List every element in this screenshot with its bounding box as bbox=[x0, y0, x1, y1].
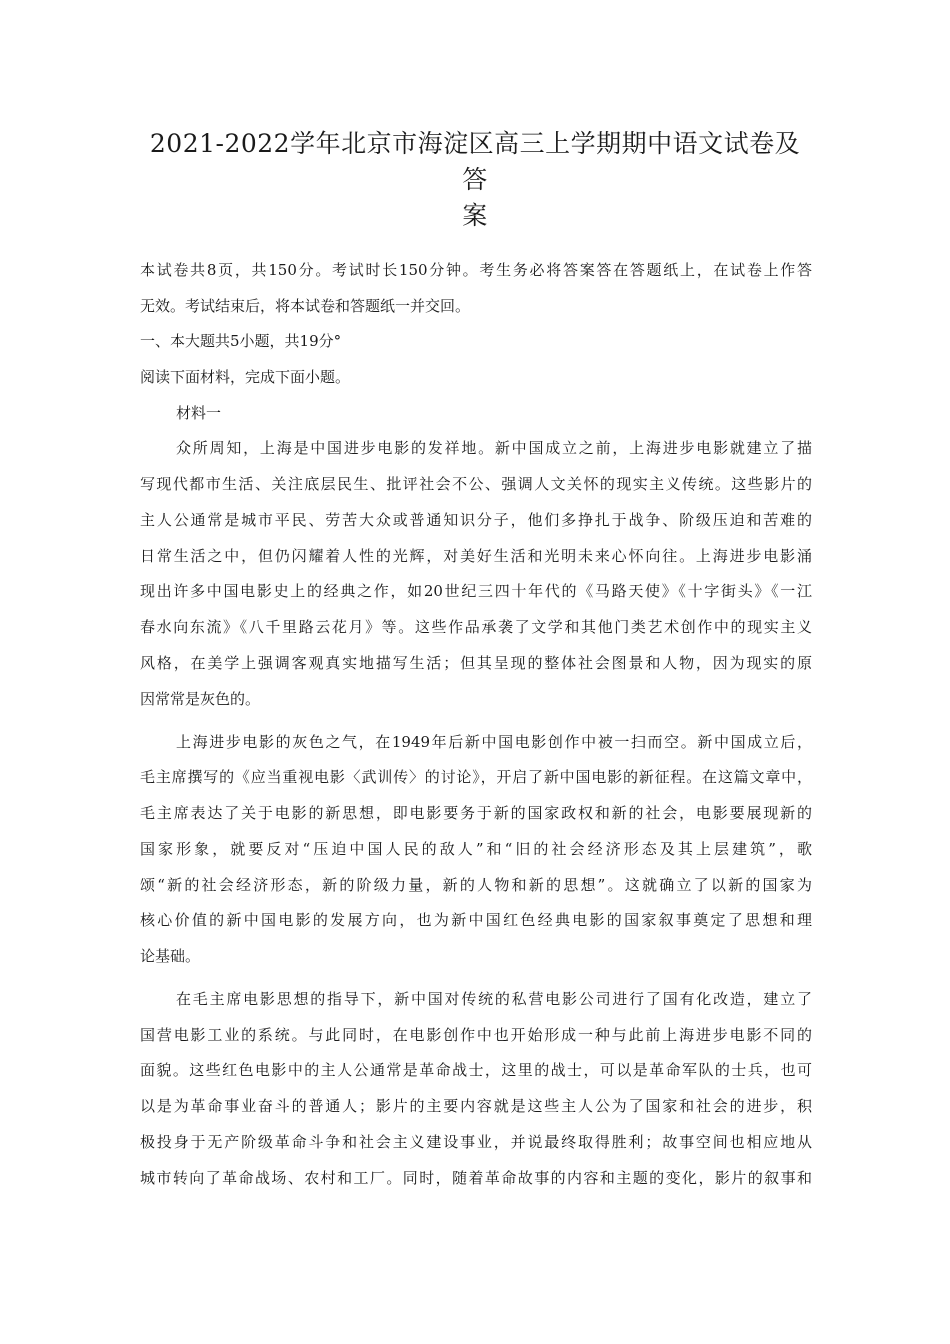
paragraph-line: 因常常是灰色的。 bbox=[140, 690, 261, 708]
paragraph-line: 城市转向了革命战场、农村和工厂。同时，随着革命故事的内容和主题的变化，影片的叙事和 bbox=[140, 1169, 812, 1187]
document-title-line-1: 2021-2022学年北京市海淀区高三上学期期中语文试卷及答 bbox=[149, 129, 801, 194]
instruction-line: 无效。考试结束后，将本试卷和答题纸一并交回。 bbox=[140, 297, 471, 315]
paragraph-line: 众所周知，上海是中国进步电影的发祥地。新中国成立之前，上海进步电影就建立了描 bbox=[176, 439, 812, 457]
paragraph-line: 国营电影工业的系统。与此同时，在电影创作中也开始形成一种与此前上海进步电影不同的 bbox=[140, 1026, 812, 1044]
paragraph-line: 核心价值的新中国电影的发展方向，也为新中国红色经典电影的国家叙事奠定了思想和理 bbox=[140, 911, 812, 929]
paragraph-line: 春水向东流》《八千里路云花月》等。这些作品承袭了文学和其他门类艺术创作中的现实主义 bbox=[140, 618, 812, 636]
paragraph-line: 毛主席撰写的《应当重视电影〈武训传〉的讨论》，开启了新中国电影的新征程。在这篇文章中， bbox=[140, 768, 812, 786]
paragraph-line: 在毛主席电影思想的指导下，新中国对传统的私营电影公司进行了国有化改造，建立了 bbox=[176, 990, 812, 1008]
reading-instruction: 阅读下面材料，完成下面小题。 bbox=[140, 368, 351, 386]
paragraph-line: 风格，在美学上强调客观真实地描写生活；但其呈现的整体社会图景和人物，因为现实的原 bbox=[140, 654, 812, 672]
paragraph-line: 现出许多中国电影史上的经典之作，如20世纪三四十年代的《马路天使》《十字街头》《一江 bbox=[140, 582, 812, 600]
paragraph-line: 极投身于无产阶级革命斗争和社会主义建设事业，并说最终取得胜利；故事空间也相应地从 bbox=[140, 1133, 812, 1151]
paragraph-line: 面貌。这些红色电影中的主人公通常是革命战士，这里的战士，可以是革命军队的士兵，也可 bbox=[140, 1061, 812, 1079]
paragraph-line: 毛主席表达了关于电影的新思想，即电影要务于新的国家政权和新的社会，电影要展现新的 bbox=[140, 804, 812, 822]
paragraph-line: 主人公通常是城市平民、劳苦大众或普通知识分子，他们多挣扎于战争、阶级压迫和苦难的 bbox=[140, 511, 812, 529]
paragraph-line: 日常生活之中，但仍闪耀着人性的光辉，对美好生活和光明未来心怀向往。上海进步电影涌 bbox=[140, 547, 812, 565]
section-heading: 一、本大题共5小题，共19分° bbox=[140, 332, 342, 350]
paragraph-line: 上海进步电影的灰色之气，在1949年后新中国电影创作中被一扫而空。新中国成立后， bbox=[176, 733, 812, 751]
paragraph-line: 颂“新的社会经济形态，新的阶级力量，新的人物和新的思想”。这就确立了以新的国家为 bbox=[140, 876, 812, 894]
paragraph-line: 以是为革命事业奋斗的普通人；影片的主要内容就是这些主人公为了国家和社会的进步，积 bbox=[140, 1097, 812, 1115]
material-label: 材料一 bbox=[176, 404, 222, 422]
paragraph-line: 国家形象，就要反对“压迫中国人民的敌人”和“旧的社会经济形态及其上层建筑”，歌 bbox=[140, 840, 812, 858]
paragraph-line: 论基础。 bbox=[140, 947, 201, 965]
paragraph-line: 写现代都市生活、关注底层民生、批评社会不公、强调人文关怀的现实主义传统。这些影片的 bbox=[140, 475, 812, 493]
instruction-line: 本试卷共8页，共150分。考试时长150分钟。考生务必将答案答在答题纸上，在试卷上作答 bbox=[140, 261, 812, 279]
document-title-line-2: 案 bbox=[462, 201, 488, 230]
